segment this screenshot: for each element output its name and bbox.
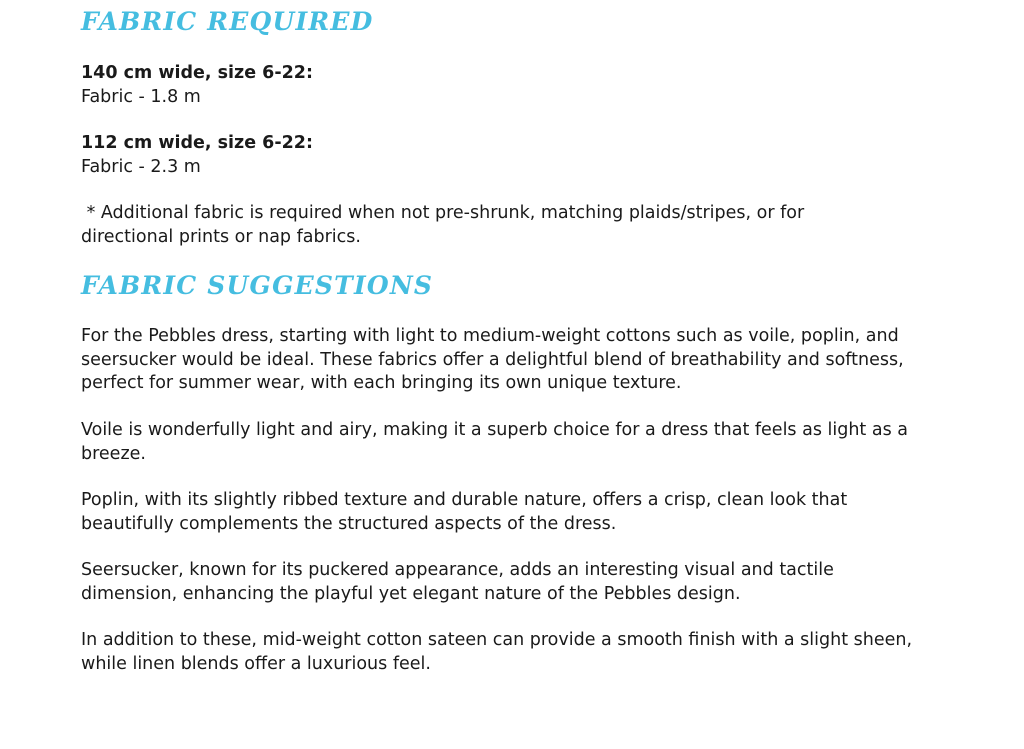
paragraph-line: Seersucker, known for its puckered appearance, adds an interesting visual and tactile [81,560,834,580]
fabric-required-heading: FABRIC REQUIRED [81,7,374,36]
paragraph-line: seersucker would be ideal. These fabrics offer a delightful blend of breathability and softness, [81,349,904,370]
fabric-option-value: Fabric - 1.8 m [81,86,201,107]
paragraph-line: Voile is wonderfully light and airy, making it a superb choice for a dress that feels as light as a [81,420,908,440]
note-line: * Additional fabric is required when not pre-shrunk, matching plaids/stripes, or for [81,203,805,223]
fabric-suggestions-heading: FABRIC SUGGESTIONS [81,271,434,300]
fabric-option-value: Fabric - 2.3 m [81,156,201,177]
note-line: directional prints or nap fabrics. [81,226,361,247]
suggestion-paragraph [81,559,981,606]
paragraph-line: Poplin, with its slightly ribbed texture and durable nature, offers a crisp, clean look that [81,490,848,510]
suggestion-paragraph [81,489,981,536]
fabric-option-label: 140 cm wide, size 6-22: [81,63,313,83]
additional-fabric-note [81,202,981,249]
suggestion-paragraph [81,629,981,676]
fabric-option-140cm [81,62,981,109]
paragraph-line: For the Pebbles dress, starting with light to medium-weight cottons such as voile, poplin, and [81,326,899,346]
paragraph-line: beautifully complements the structured aspects of the dress. [81,513,617,534]
paragraph-line: In addition to these, mid-weight cotton sateen can provide a smooth finish with a slight sheen, [81,630,913,650]
suggestion-paragraph [81,325,981,396]
paragraph-line: perfect for summer wear, with each bringing its own unique texture. [81,373,682,393]
paragraph-line: breeze. [81,443,146,464]
suggestion-paragraph [81,419,981,466]
fabric-option-112cm [81,132,981,179]
paragraph-line: dimension, enhancing the playful yet elegant nature of the Pebbles design. [81,583,741,604]
paragraph-line: while linen blends offer a luxurious feel. [81,653,431,674]
fabric-option-label: 112 cm wide, size 6-22: [81,133,313,153]
